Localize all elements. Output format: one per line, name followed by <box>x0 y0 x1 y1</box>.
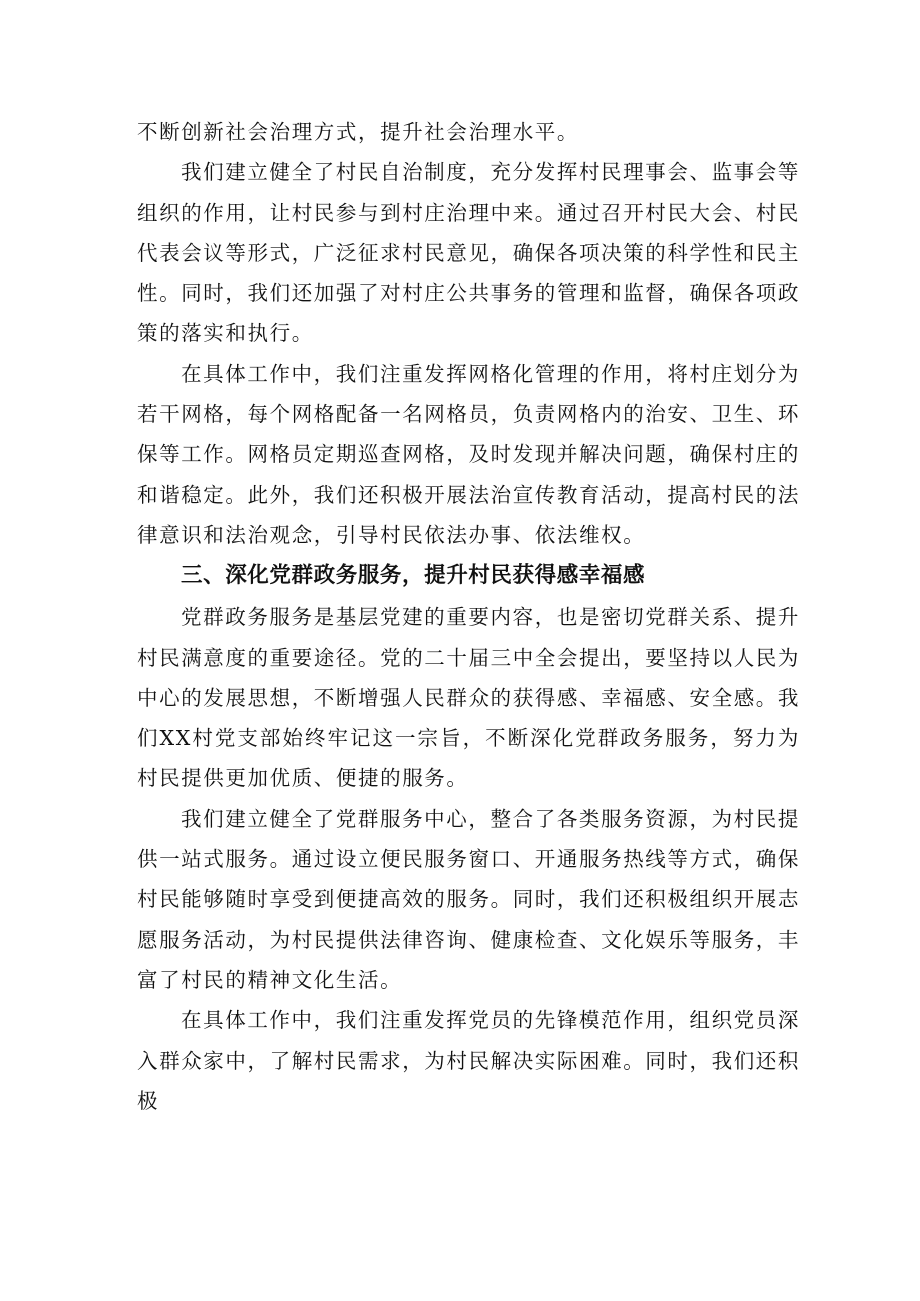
paragraph-continuation: 不断创新社会治理方式，提升社会治理水平。 <box>137 120 579 144</box>
paragraph-party-members: 在具体工作中，我们注重发挥党员的先锋模范作用，组织党员深入群众家中，了解村民需求，为村民解决实际困难。同时，我们还积极 <box>137 1008 800 1113</box>
paragraph-grid-management: 在具体工作中，我们注重发挥网格化管理的作用，将村庄划分为若干网格，每个网格配备一名网格员，负责网格内的治安、卫生、环保等工作。网格员定期巡查网格，及时发现并解决问题，确保村庄的和谐稳定。此外，我们还积极开展法治宣传教育活动，提高村民的法律意识和法治观念，引导村民依法办事、依法维权。 <box>137 361 800 547</box>
paragraph-service-center: 我们建立健全了党群服务中心，整合了各类服务资源，为村民提供一站式服务。通过设立便民服务窗口、开通服务热线等方式，确保村民能够随时享受到便捷高效的服务。同时，我们还积极组织开展志愿服务活动，为村民提供法律咨询、健康检查、文化娱乐等服务，丰富了村民的精神文化生活。 <box>137 806 800 992</box>
section-heading: 三、深化党群政务服务，提升村民获得感幸福感 <box>181 563 646 589</box>
paragraph-village-self-governance: 我们建立健全了村民自治制度，充分发挥村民理事会、监事会等组织的作用，让村民参与到村庄治理中来。通过召开村民大会、村民代表会议等形式，广泛征求村民意见，确保各项决策的科学性和民主性。同时，我们还加强了对村庄公共事务的管理和监督，确保各项政策的落实和执行。 <box>137 160 800 346</box>
paragraph-party-services: 党群政务服务是基层党建的重要内容，也是密切党群关系、提升村民满意度的重要途径。党的二十届三中全会提出，要坚持以人民为中心的发展思想，不断增强人民群众的获得感、幸福感、安全感。我们XX村党支部始终牢记这一宗旨，不断深化党群政务服务，努力为村民提供更加优质、便捷的服务。 <box>137 605 800 791</box>
